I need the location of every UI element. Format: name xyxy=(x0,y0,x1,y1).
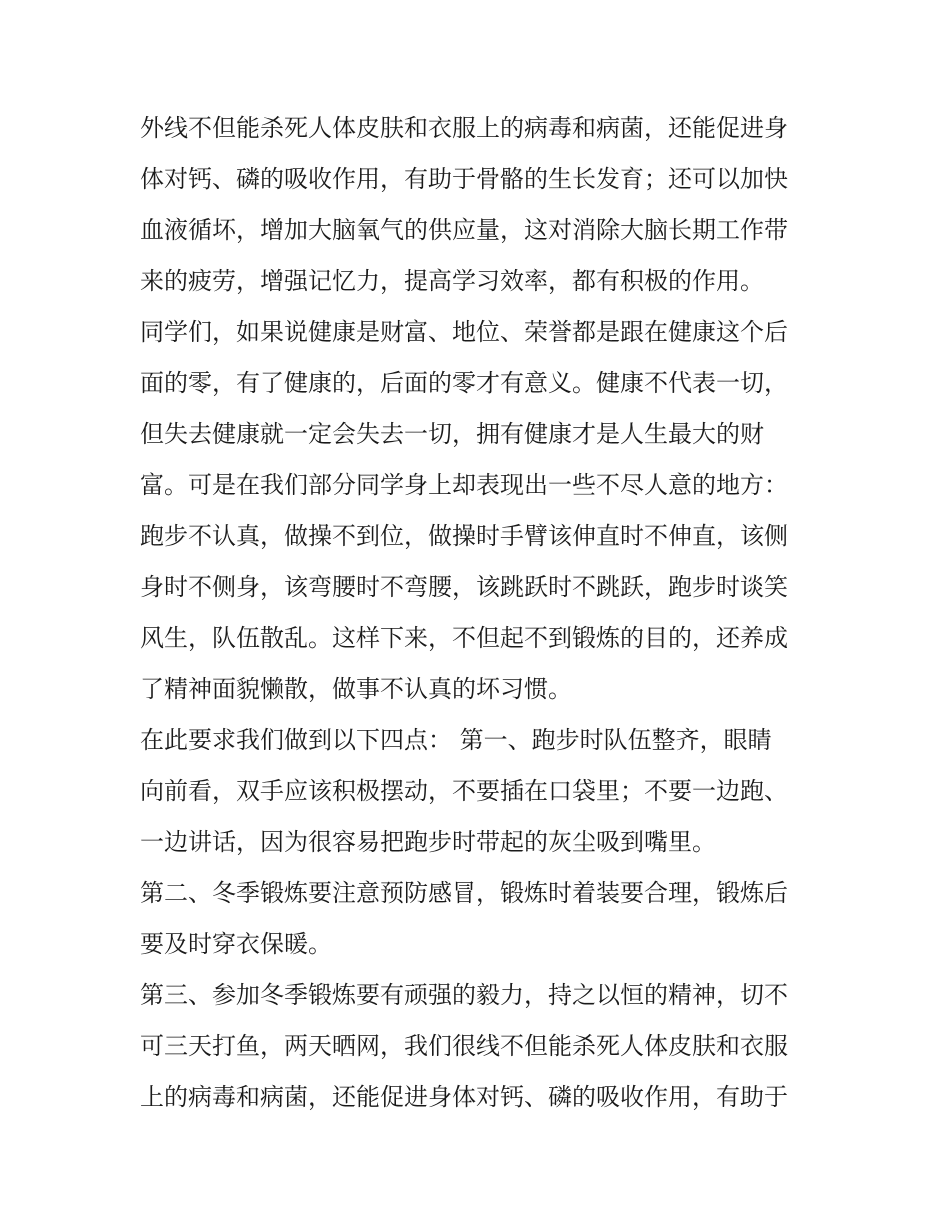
text-line: 向前看，双手应该积极摆动，不要插在口袋里；不要一边跑、 xyxy=(140,777,788,805)
text-line: 在此要求我们做到以下四点： 第一、跑步时队伍整齐，眼睛 xyxy=(140,726,772,754)
text-line: 了精神面貌懒散，做事不认真的坏习惯。 xyxy=(140,675,572,703)
text-line: 跑步不认真，做操不到位，做操时手臂该伸直时不伸直，该侧 xyxy=(140,522,788,550)
text-line: 要及时穿衣保暖。 xyxy=(140,930,332,958)
text-line: 身时不侧身，该弯腰时不弯腰，该跳跃时不跳跃，跑步时谈笑 xyxy=(140,573,788,601)
text-line: 同学们，如果说健康是财富、地位、荣誉都是跟在健康这个后 xyxy=(140,318,788,346)
text-line: 血液循坏，增加大脑氧气的供应量，这对消除大脑长期工作带 xyxy=(140,216,788,244)
text-line: 风生，队伍散乱。这样下来，不但起不到锻炼的目的，还养成 xyxy=(140,624,788,652)
text-line: 富。可是在我们部分同学身上却表现出一些不尽人意的地方： xyxy=(140,471,788,499)
text-line: 体对钙、磷的吸收作用，有助于骨骼的生长发育；还可以加快 xyxy=(140,165,788,193)
text-line: 外线不但能杀死人体皮肤和衣服上的病毒和病菌，还能促进身 xyxy=(140,114,788,142)
text-line: 第三、参加冬季锻炼要有顽强的毅力，持之以恒的精神，切不 xyxy=(140,981,788,1009)
text-line: 上的病毒和病菌，还能促进身体对钙、磷的吸收作用，有助于 xyxy=(140,1083,788,1111)
text-line: 一边讲话，因为很容易把跑步时带起的灰尘吸到嘴里。 xyxy=(140,828,716,856)
document-body xyxy=(140,103,812,1123)
text-line: 可三天打鱼，两天晒网，我们很线不但能杀死人体皮肤和衣服 xyxy=(140,1032,788,1060)
text-line: 第二、冬季锻炼要注意预防感冒，锻炼时着装要合理，锻炼后 xyxy=(140,879,788,907)
text-line: 面的零，有了健康的，后面的零才有意义。健康不代表一切， xyxy=(140,369,788,397)
text-line: 但失去健康就一定会失去一切，拥有健康才是人生最大的财 xyxy=(140,420,764,448)
text-line: 来的疲劳，增强记忆力，提高学习效率，都有积极的作用。 xyxy=(140,267,764,295)
